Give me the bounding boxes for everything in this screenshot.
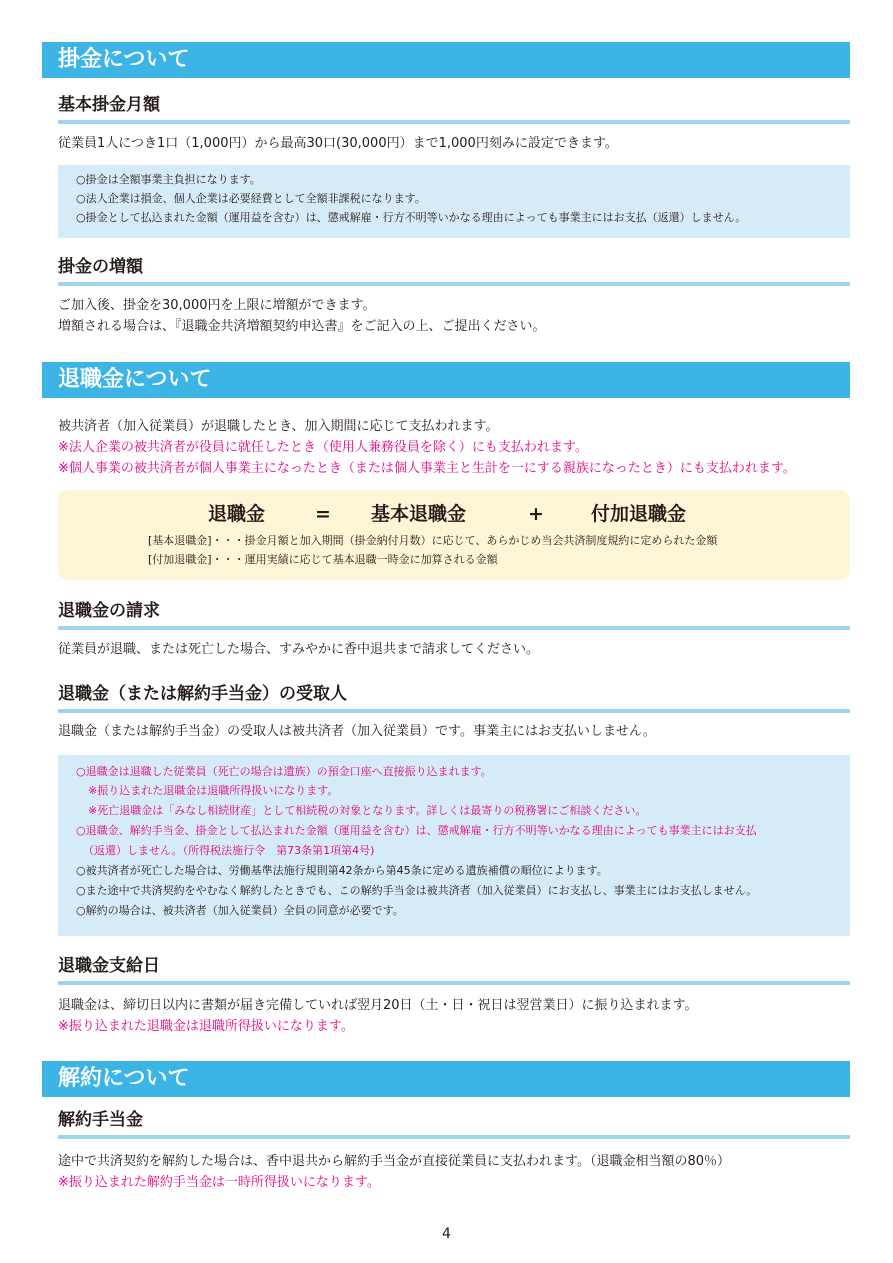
section-title-taishokukin: 退職金について (58, 367, 212, 392)
formula-equals: = (315, 503, 331, 525)
subheading-rule (58, 626, 850, 630)
recipient-red-note: （返還）しません。（所得税法施行令 第73条第1項第4号) (83, 844, 375, 857)
section-title-kaiyaku: 解約について (58, 1066, 190, 1091)
formula-plus: + (528, 503, 544, 525)
subheading-monthly (58, 94, 850, 116)
subheading-recipient (58, 683, 850, 705)
recipient-red-note: ※振り込まれた退職金は退職所得扱いになります。 (88, 784, 339, 797)
subheading-rule (58, 981, 850, 985)
subheading-kaiyaku-label: 解約手当金 (58, 1110, 143, 1130)
subheading-rule (58, 120, 850, 124)
recipient-text: 退職金（または解約手当金）の受取人は被共済者（加入従業員）です。事業主にはお支払いしません。 (58, 724, 656, 739)
subheading-rule (58, 1135, 850, 1139)
payday-text: 退職金は、締切日以内に書類が届き完備していれば翌月20日（土・日・祝日は翌営業日）に振り込まれます。 (58, 998, 698, 1013)
subheading-monthly-label: 基本掛金月額 (58, 95, 160, 115)
subheading-claim (58, 600, 850, 622)
recipient-note: ○被共済者が死亡した場合は、労働基準法施行規則第42条から第45条に定める遺族補償の順位によります。 (76, 864, 608, 877)
payday-red-note: ※振り込まれた退職金は退職所得扱いになります。 (58, 1019, 354, 1034)
page-number: 4 (442, 1226, 451, 1242)
section-title-kakekin: 掛金について (58, 47, 190, 72)
formula-lhs: 退職金 (208, 503, 266, 525)
formula-box (58, 490, 850, 580)
monthly-text: 従業員1人につき1口（1,000円）から最高30口(30,000円）まで1,000円刻みに設定できます。 (58, 136, 618, 151)
increase-line: ご加入後、掛金を30,000円を上限に増額ができます。 (58, 298, 376, 313)
subheading-claim-label: 退職金の請求 (58, 601, 160, 621)
taishokukin-red-note: ※個人事業の被共済者が個人事業主になったとき（または個人事業主と生計を一にする親族になったとき）にも支払われます。 (58, 461, 796, 476)
kaiyaku-red-note: ※振り込まれた解約手当金は一時所得扱いになります。 (58, 1175, 380, 1190)
monthly-note: ○法人企業は損金、個人企業は必要経費として全額非課税になります。 (76, 192, 426, 205)
section-band-kakekin (42, 42, 850, 78)
recipient-notes-box (58, 755, 850, 936)
formula-additional: 付加退職金 (591, 503, 687, 525)
section-band-taishokukin (42, 362, 850, 398)
formula-basic: 基本退職金 (371, 503, 467, 525)
subheading-recipient-label: 退職金（または解約手当金）の受取人 (58, 684, 347, 704)
section-band-kaiyaku (42, 1061, 850, 1097)
monthly-note: ○掛金は全額事業主負担になります。 (76, 173, 261, 186)
subheading-rule (58, 709, 850, 713)
taishokukin-red-note: ※法人企業の被共済者が役員に就任したとき（使用人兼務役員を除く）にも支払われます。 (58, 440, 588, 455)
recipient-red-note: ○退職金は退職した従業員（死亡の場合は遺族）の預金口座へ直接振り込まれます。 (76, 765, 492, 778)
claim-text: 従業員が退職、または死亡した場合、すみやかに香中退共まで請求してください。 (58, 642, 540, 657)
monthly-notes-box (58, 165, 850, 238)
subheading-rule (58, 282, 850, 286)
subheading-payday-label: 退職金支給日 (58, 956, 160, 976)
subheading-increase-label: 掛金の増額 (58, 257, 143, 277)
formula-note: [基本退職金]・・・掛金月額と加入期間（掛金納付月数）に応じて、あらかじめ当会共済制度規約に定められた金額 (148, 534, 718, 547)
kaiyaku-text: 途中で共済契約を解約した場合は、香中退共から解約手当金が直接従業員に支払われます。（退職金相当額の80％） (58, 1154, 731, 1169)
recipient-note: ○また途中で共済契約をやむなく解約したときでも、この解約手当金は被共済者（加入従業員）にお支払し、事業主にはお支払しません。 (76, 884, 758, 897)
subheading-increase (58, 256, 850, 278)
monthly-note: ○掛金として払込まれた金額（運用益を含む）は、懲戒解雇・行方不明等いかなる理由によっても事業主にはお支払（返還）しません。 (76, 211, 747, 224)
subheading-payday (58, 955, 850, 977)
increase-line: 増額される場合は、『退職金共済増額契約申込書』をご記入の上、ご提出ください。 (58, 319, 546, 334)
recipient-note: ○解約の場合は、被共済者（加入従業員）全員の同意が必要です。 (76, 904, 404, 917)
subheading-kaiyaku (58, 1109, 850, 1131)
formula-note: [付加退職金]・・・運用実績に応じて基本退職一時金に加算される金額 (148, 553, 498, 566)
recipient-red-note: ※死亡退職金は「みなし相続財産」として相続税の対象となります。詳しくは最寄りの税務署にご相談ください。 (88, 804, 647, 817)
recipient-red-note: ○退職金、解約手当金、掛金として払込まれた金額（運用益を含む）は、懲戒解雇・行方不明等いかなる理由によっても事業主にはお支払 (76, 824, 757, 837)
taishokukin-intro: 被共済者（加入従業員）が退職したとき、加入期間に応じて支払われます。 (58, 419, 499, 434)
